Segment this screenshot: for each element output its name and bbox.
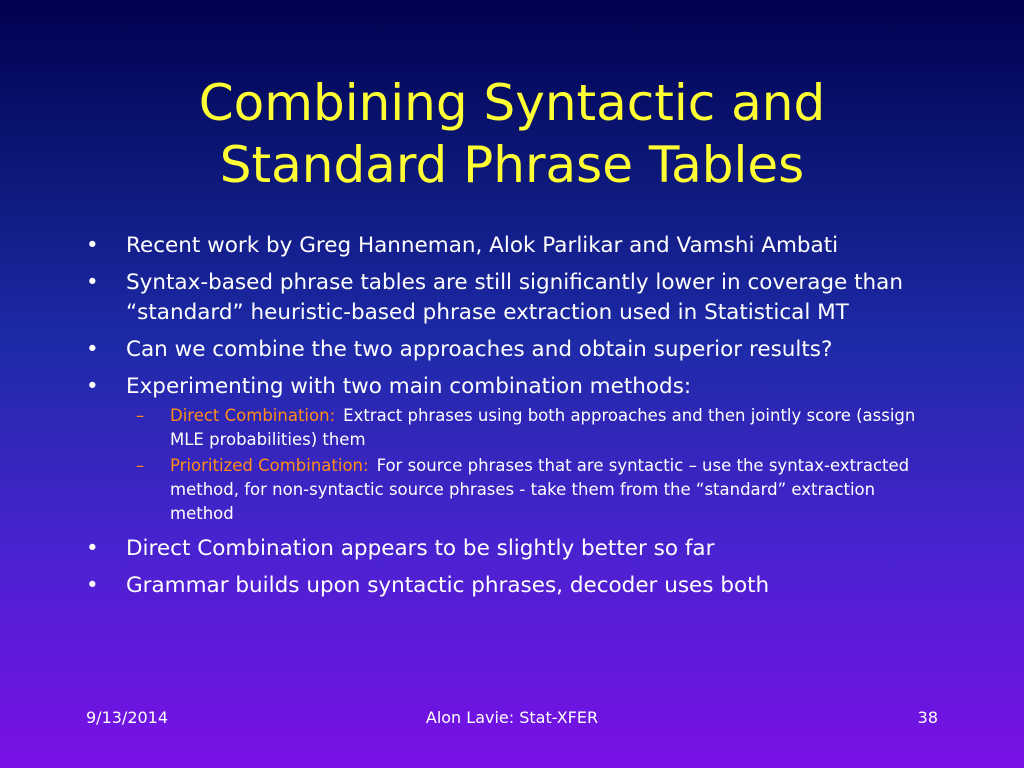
bullet-icon: •	[86, 233, 99, 258]
bullet-text: Grammar builds upon syntactic phrases, decoder uses both	[126, 573, 770, 598]
bullet-item	[86, 268, 926, 328]
sub-bullet-item	[86, 404, 926, 452]
slide-title	[0, 72, 1024, 196]
footer-page-number: 38	[917, 708, 938, 727]
bullet-icon: •	[86, 374, 99, 399]
sub-bullet-text: For source phrases that are syntactic – use the syntax-extracted method, for non-syntactic source phrases - take them from the “standard” extraction method	[170, 456, 910, 523]
sub-bullet-text: Extract phrases using both approaches and then jointly score (assign MLE probabilities) them	[170, 406, 916, 449]
sub-bullet-item	[86, 454, 926, 526]
dash-icon: –	[136, 406, 145, 425]
bullet-text: Can we combine the two approaches and obtain superior results?	[126, 337, 833, 362]
bullet-icon: •	[86, 337, 99, 362]
title-line-1: Combining Syntactic and	[198, 74, 826, 132]
bullet-list	[86, 231, 926, 608]
bullet-item	[86, 231, 926, 261]
bullet-icon: •	[86, 270, 99, 295]
sub-bullet-term: Direct Combination:	[170, 406, 336, 425]
bullet-item	[86, 534, 926, 564]
sub-bullet-term: Prioritized Combination:	[170, 456, 369, 475]
bullet-text: Experimenting with two main combination methods:	[126, 374, 692, 399]
bullet-item	[86, 372, 926, 402]
bullet-text: Syntax-based phrase tables are still significantly lower in coverage than “standard” heuristic-based phrase extraction used in Statistical MT	[126, 270, 903, 325]
bullet-item	[86, 335, 926, 365]
bullet-text: Recent work by Greg Hanneman, Alok Parlikar and Vamshi Ambati	[126, 233, 839, 258]
footer-date: 9/13/2014	[86, 708, 169, 727]
bullet-item	[86, 571, 926, 601]
bullet-icon: •	[86, 536, 99, 561]
title-line-2: Standard Phrase Tables	[219, 136, 805, 194]
dash-icon: –	[136, 456, 145, 475]
bullet-text: Direct Combination appears to be slightly better so far	[126, 536, 715, 561]
footer-author: Alon Lavie: Stat-XFER	[425, 708, 599, 727]
bullet-icon: •	[86, 573, 99, 598]
